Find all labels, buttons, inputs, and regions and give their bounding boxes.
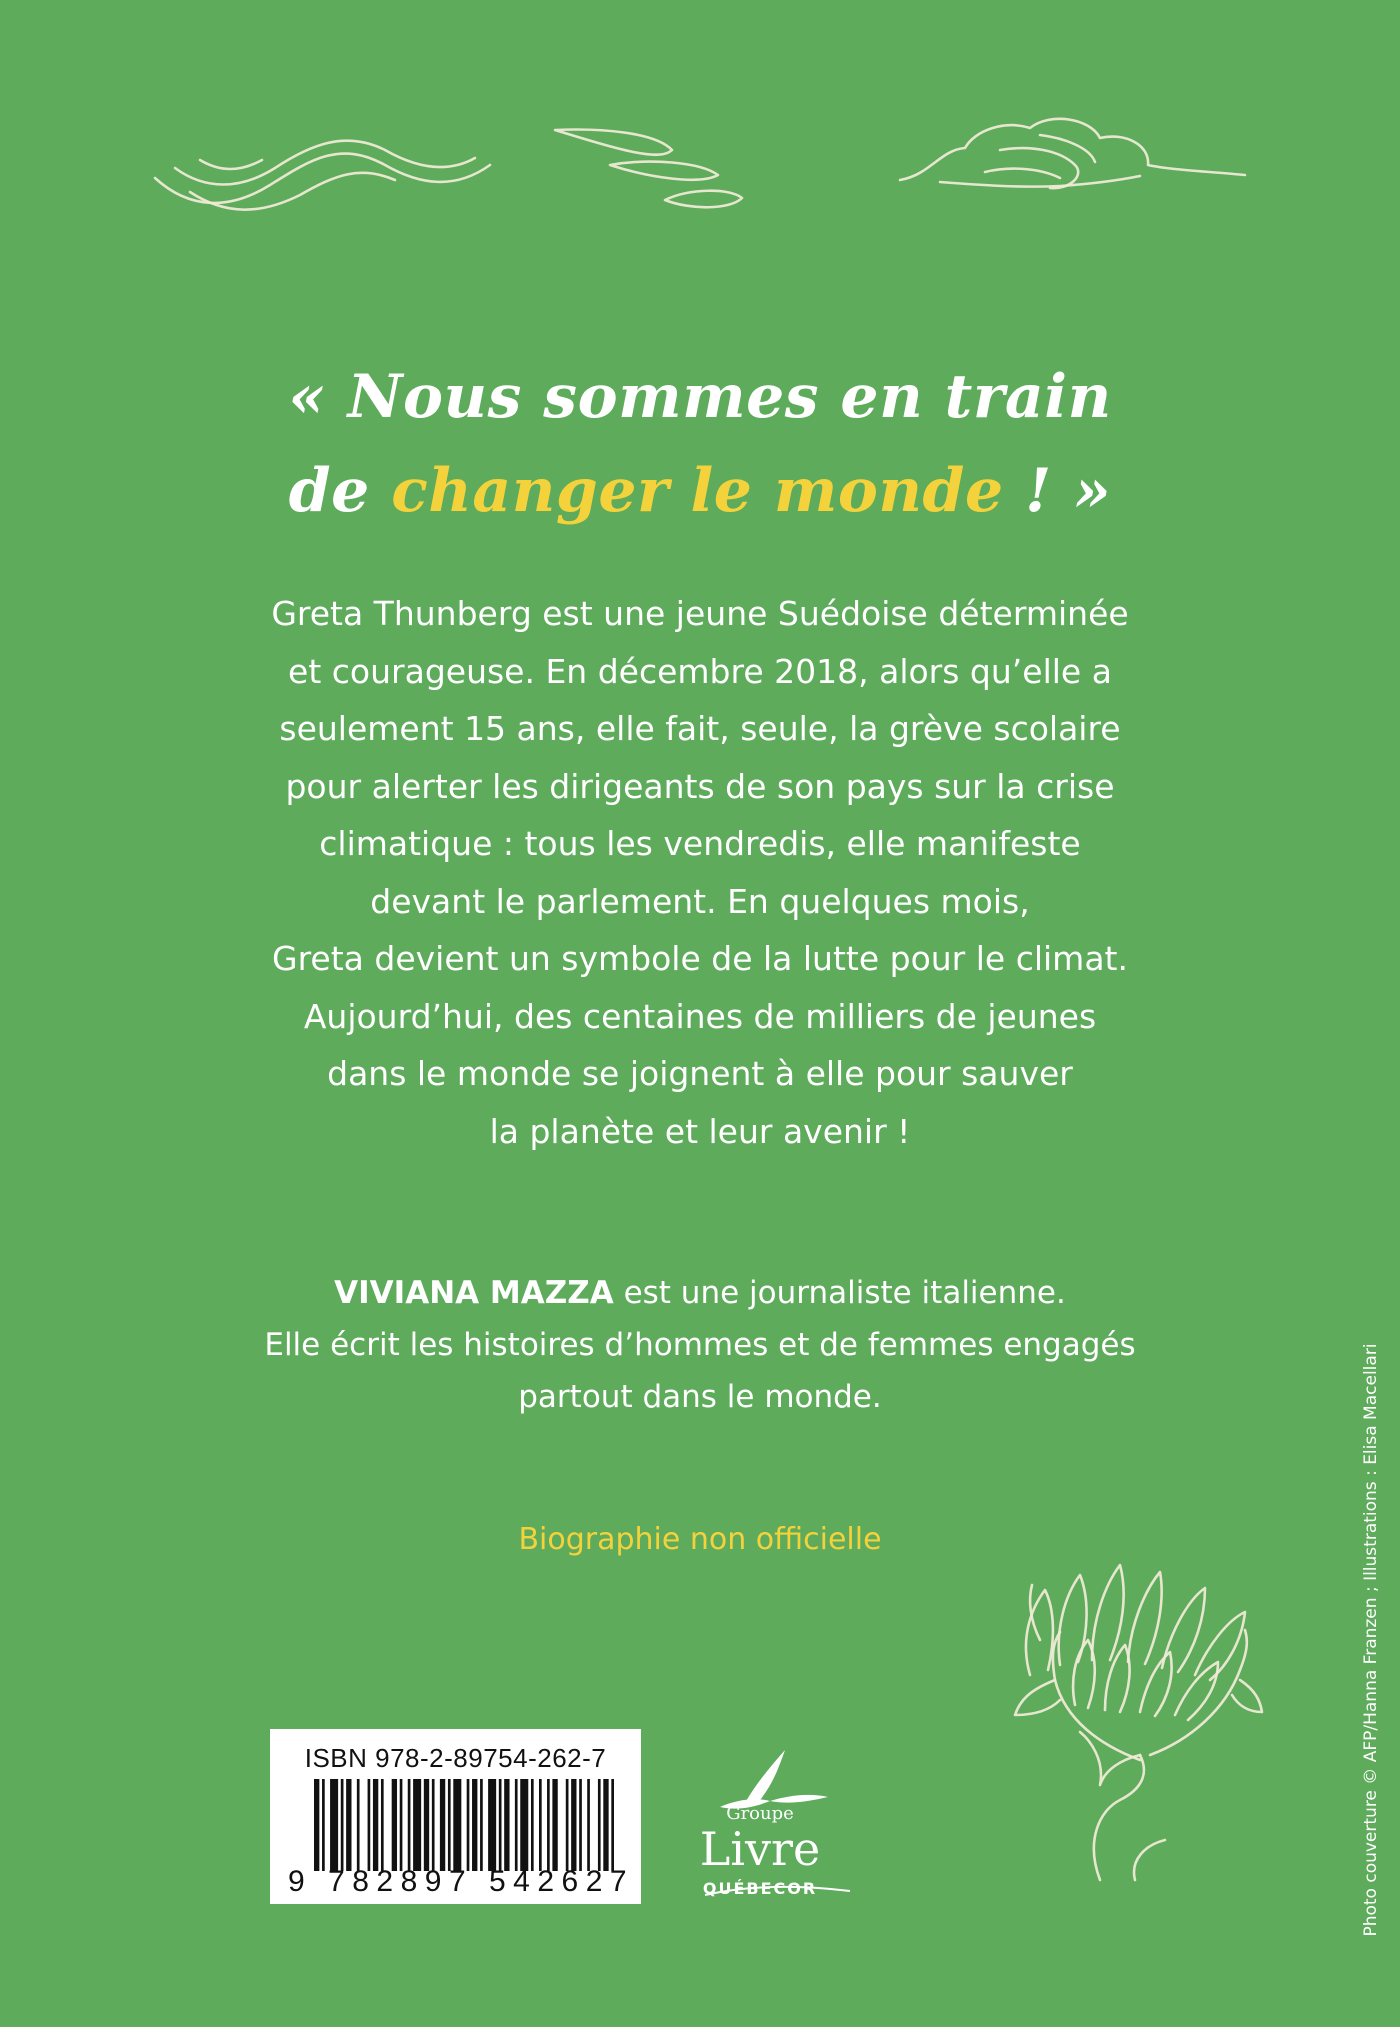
- barcode-bar: [341, 1779, 344, 1871]
- summary-line: seulement 15 ans, elle fait, seule, la grève scolaire: [279, 709, 1121, 748]
- quote-highlight: changer le monde: [391, 456, 1004, 526]
- barcode-bar: [424, 1779, 429, 1871]
- publisher-groupe: Groupe: [726, 1803, 794, 1824]
- barcode-bar: [552, 1779, 557, 1871]
- quote-line-2: de changer le monde ! »: [288, 456, 1112, 526]
- barcode-digits: 9 782897 542627: [288, 1865, 635, 1898]
- summary-line: et courageuse. En décembre 2018, alors qu’elle a: [288, 651, 1112, 691]
- barcode-bar: [314, 1779, 319, 1871]
- author-bio: [200, 1267, 1200, 1423]
- summary-line: Greta Thunberg est une jeune Suédoise déterminée: [271, 594, 1129, 633]
- barcode-bar: [504, 1779, 509, 1871]
- barcode-bar: [571, 1779, 576, 1871]
- barcode-bar: [357, 1779, 360, 1871]
- tagline: Biographie non officielle: [518, 1522, 882, 1557]
- barcode-bar: [539, 1779, 542, 1871]
- isbn-label: ISBN 978-2-89754-262-7: [304, 1743, 607, 1773]
- barcode-bar: [587, 1779, 590, 1871]
- drops-icon: [555, 130, 742, 208]
- barcode-bar: [603, 1779, 608, 1871]
- barcode-bar: [611, 1779, 614, 1871]
- barcode-bar: [480, 1779, 483, 1871]
- cloud-icon: [900, 119, 1245, 188]
- author-line-2: Elle écrit les histoires d’hommes et de femmes engagés: [264, 1327, 1136, 1363]
- publisher-logo: [660, 1745, 860, 1915]
- barcode-bar: [448, 1779, 451, 1871]
- summary-line: climatique : tous les vendredis, elle manifeste: [319, 824, 1081, 863]
- barcode-bar: [547, 1779, 550, 1871]
- summary-line: Aujourd’hui, des centaines de milliers de jeunes: [303, 996, 1097, 1036]
- barcode-bar: [467, 1779, 470, 1871]
- barcode-bar: [440, 1779, 445, 1871]
- barcode-bar: [579, 1779, 582, 1871]
- flower-icon: [1015, 1565, 1262, 1880]
- barcode-bar: [322, 1779, 325, 1871]
- author-name: VIVIANA MAZZA: [334, 1275, 614, 1311]
- barcode-bar: [432, 1779, 435, 1871]
- barcode-bar: [472, 1779, 477, 1871]
- barcode-bar: [330, 1779, 338, 1871]
- barcode-bar: [499, 1779, 502, 1871]
- barcode-bar: [598, 1779, 601, 1871]
- publisher-livre: Livre: [699, 1822, 821, 1876]
- quote-line-1: « Nous sommes en train: [288, 362, 1112, 432]
- barcode-bar: [488, 1779, 496, 1871]
- barcode-bar: [566, 1779, 569, 1871]
- barcode: [270, 1729, 641, 1904]
- barcode-bar: [515, 1779, 518, 1871]
- photo-credit: Photo couverture © AFP/Hanna Franzen ; Illustrations : Elisa Macellari: [1361, 1343, 1381, 1937]
- headline-quote: [0, 350, 1400, 538]
- author-line-1: VIVIANA MAZZA est une journaliste italienne.: [334, 1275, 1066, 1311]
- summary-line: dans le monde se joignent à elle pour sauver: [327, 1054, 1073, 1093]
- summary-line: Greta devient un symbole de la lutte pour le climat.: [272, 939, 1128, 978]
- barcode-bar: [346, 1779, 351, 1871]
- barcode-bar: [408, 1779, 411, 1871]
- barcode-bar: [373, 1779, 378, 1871]
- summary-line: devant le parlement. En quelques mois,: [370, 881, 1030, 921]
- author-line-3: partout dans le monde.: [518, 1379, 882, 1415]
- barcode-bar: [400, 1779, 403, 1871]
- summary-line: la planète et leur avenir !: [489, 1111, 911, 1151]
- barcode-bar: [392, 1779, 397, 1871]
- barcode-bar: [531, 1779, 534, 1871]
- publisher-quebecor: QUÉBECOR: [702, 1879, 818, 1898]
- barcode-bar: [520, 1779, 528, 1871]
- barcode-bar: [381, 1779, 384, 1871]
- summary-line: pour alerter les dirigeants de son pays sur la crise: [285, 766, 1115, 806]
- barcode-bars: [314, 1779, 614, 1871]
- summary-text: [200, 585, 1200, 1160]
- barcode-bar: [368, 1779, 371, 1871]
- barcode-bar: [453, 1779, 461, 1871]
- barcode-bar: [413, 1779, 421, 1871]
- wind-swirl-icon: [155, 141, 490, 210]
